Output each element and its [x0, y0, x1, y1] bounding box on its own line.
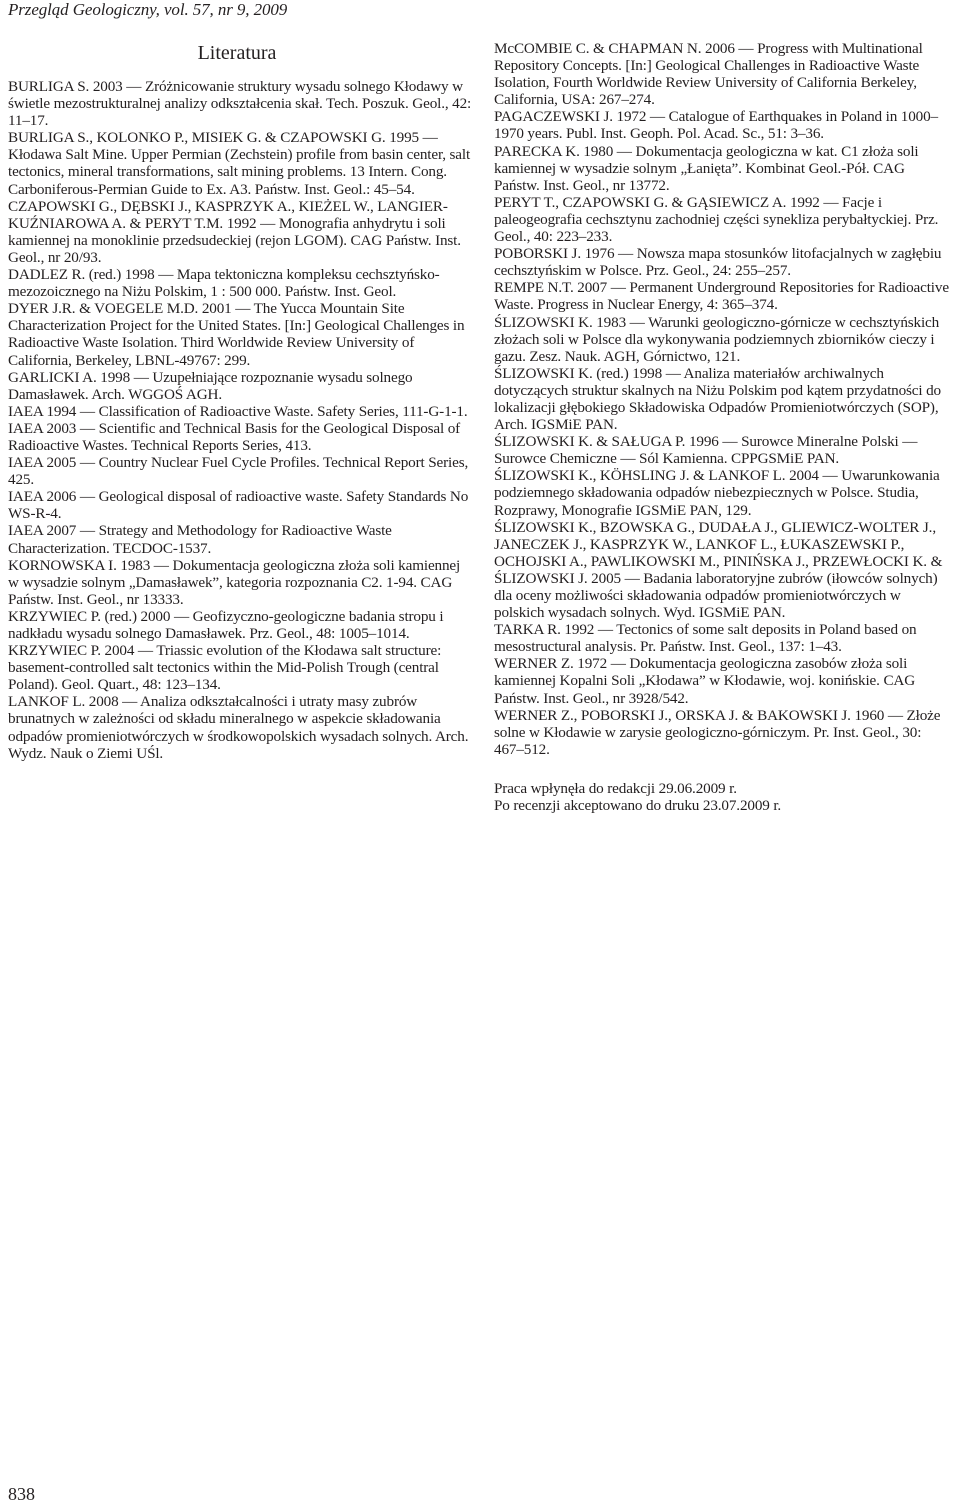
- reference-entry: KRZYWIEC P. 2004 — Triassic evolution of the Kłodawa salt structure: basement-controlled salt tectonics within the Mid-Polish Trough (central Poland). Geol. Quart., 48: 123–134.: [8, 642, 442, 694]
- reference-entry: KRZYWIEC P. (red.) 2000 — Geofizyczno-geologiczne badania stropu i nadkładu wysadu solnego Damasławek. Prz. Geol., 48: 1005–1014.: [8, 607, 444, 642]
- reference-entry: BURLIGA S., KOLONKO P., MISIEK G. & CZAPOWSKI G. 1995 — Kłodawa Salt Mine. Upper Permian (Zechstein) profile from basin center, salt tectonics, mineral transformations, salt mining problems. 13 Intern. Cong. Carboniferous-Permian Guide to Ex. A3. Państw. Inst. Geol.: 45–54.: [8, 129, 471, 198]
- reference-entry: PAGACZEWSKI J. 1972 — Catalogue of Earthquakes in Poland in 1000–1970 years. Publ. Inst. Geoph. Pol. Acad. Sc., 51: 3–36.: [494, 108, 939, 143]
- reference-entry: ŚLIZOWSKI K., BZOWSKA G., DUDAŁA J., GLIEWICZ-WOLTER J., JANECZEK J., KASPRZYK W., LANKOF L., ŁUKASZEWSKI P., OCHOJSKI A., PAWLIKOWSKI M., PINIŃSKA J., PRZEWŁOCKI K. & ŚLIZOWSKI J. 2005 — Badania laboratoryjne zubrów (iłowców solnych) dla oceny możliwości składowania odpadów promieniotwórczych w polskich wysadach solnych. Wyd. IGSMiE PAN.: [494, 518, 943, 622]
- reference-entry: ŚLIZOWSKI K. 1983 — Warunki geologiczno-górnicze w cechsztyńskich złożach soli w Polsce dla wykonywania podziemnych zbiorników cieczy i gazu. Zesz. Nauk. AGH, Górnictwo, 121.: [494, 313, 940, 365]
- reference-entry: ŚLIZOWSKI K. (red.) 1998 — Analiza materiałów archiwalnych dotyczących struktur skalnych na Niżu Polskim pod kątem przydatności do lokalizacji głębokiego Składowiska Odpadów Promieniotwórczych (SOP), Arch. IGSMiE PAN.: [494, 364, 941, 434]
- reference-entry: GARLICKI A. 1998 — Uzupełniające rozpoznanie wysadu solnego Damasławek. Arch. WGGOŚ AGH.: [8, 368, 413, 403]
- accepted-date-note: Po recenzji akceptowano do druku 23.07.2009 r.: [494, 797, 782, 815]
- journal-header: Przegląd Geologiczny, vol. 57, nr 9, 2009: [8, 0, 288, 19]
- reference-entry: REMPE N.T. 2007 — Permanent Underground Repositories for Radioactive Waste. Progress in Nuclear Energy, 4: 365–374.: [494, 279, 949, 314]
- reference-entry: TARKA R. 1992 — Tectonics of some salt deposits in Poland based on mesostructural analysis. Pr. Państw. Inst. Geol., 137: 1–43.: [494, 621, 917, 656]
- received-date-note: Praca wpłynęła do redakcji 29.06.2009 r.: [494, 779, 737, 797]
- reference-entry: ŚLIZOWSKI K., KÖHSLING J. & LANKOF L. 2004 — Uwarunkowania podziemnego składowania odpadów niebezpiecznych w Polsce. Studia, Rozprawy, Monografie IGSMiE PAN, 129.: [494, 467, 940, 519]
- reference-entry: CZAPOWSKI G., DĘBSKI J., KASPRZYK A., KIEŻEL W., LANGIER-KUŹNIAROWA A. & PERYT T.M. 1992 — Monografia anhydrytu i soli kamiennej na monoklinie przedsudeckiej (rejon LGOM). CAG Państw. Inst. Geol., nr 20/93.: [8, 197, 461, 266]
- reference-entry: KORNOWSKA I. 1983 — Dokumentacja geologiczna złoża soli kamiennej w wysadzie solnym „Damasławek”, kategoria rozpoznania C2. 1-94. CAG Państw. Inst. Geol., nr 13333.: [8, 556, 461, 608]
- reference-entry: McCOMBIE C. & CHAPMAN N. 2006 — Progress with Multinational Repository Concepts. [In:] Geological Challenges in Radioactive Waste Isolation, Fourth Worldwide Review University of California Berkeley, California, USA: 267–274.: [494, 40, 923, 109]
- reference-entry: LANKOF L. 2008 — Analiza odkształcalności i utraty masy zubrów brunatnych w zależności od składu mineralnego w aspekcie składowania odpadów promieniotwórczych w środkowopolskich wysadach solnych. Arch. Wydz. Nauk o Ziemi UŚl.: [8, 693, 469, 762]
- references-left-column: [8, 78, 474, 762]
- reference-entry: POBORSKI J. 1976 — Nowsza mapa stosunków litofacjalnych w zagłębiu cechsztyńskim w Polsce. Prz. Geol., 24: 255–257.: [494, 245, 942, 280]
- reference-entry: WERNER Z. 1972 — Dokumentacja geologiczna zasobów złoża soli kamiennej Kopalni Soli „Kłodawa” w Kłodawie, woj. konińskie. CAG Państw. Inst. Geol., nr 3928/542.: [494, 655, 916, 707]
- reference-entry: IAEA 1994 — Classification of Radioactive Waste. Safety Series, 111-G-1-1.: [8, 402, 468, 420]
- reference-entry: PARECKA K. 1980 — Dokumentacja geologiczna w kat. C1 złoża soli kamiennej w wysadzie solnym „Łanięta”. Kombinat Geol.-Pół. CAG Państw. Inst. Geol., nr 13772.: [494, 142, 919, 194]
- reference-entry: IAEA 2003 — Scientific and Technical Basis for the Geological Disposal of Radioactive Wastes. Technical Reports Series, 413.: [8, 419, 461, 454]
- reference-entry: IAEA 2005 — Country Nuclear Fuel Cycle Profiles. Technical Report Series, 425.: [8, 454, 469, 489]
- reference-entry: IAEA 2007 — Strategy and Methodology for Radioactive Waste Characterization. TECDOC-1537.: [8, 522, 392, 557]
- reference-entry: BURLIGA S. 2003 — Zróżnicowanie struktury wysadu solnego Kłodawy w świetle mezostrukturalnej analizy odkształcenia skał. Tech. Poszuk. Geol., 42: 11–17.: [8, 78, 472, 130]
- reference-entry: PERYT T., CZAPOWSKI G. & GĄSIEWICZ A. 1992 — Facje i paleogeografia cechsztynu zachodniej części synekliza perybałtyckiej. Prz. Geol., 40: 223–233.: [494, 193, 939, 246]
- references-right-column: [494, 40, 952, 814]
- reference-entry: IAEA 2006 — Geological disposal of radioactive waste. Safety Standards No WS-R-4.: [8, 488, 469, 523]
- reference-entry: DYER J.R. & VOEGELE M.D. 2001 — The Yucca Mountain Site Characterization Project for the United States. [In:] Geological Challenges in Radioactive Waste Isolation. Third Worldwide Review University of California, Berkeley, LBNL-49767: 299.: [8, 300, 465, 369]
- reference-entry: ŚLIZOWSKI K. & SAŁUGA P. 1996 — Surowce Mineralne Polski — Surowce Chemiczne — Sól Kamienna. CPPGSMiE PAN.: [494, 433, 918, 468]
- reference-entry: DADLEZ R. (red.) 1998 — Mapa tektoniczna kompleksu cechsztyńsko-mezozoicznego na Niżu Polskim, 1 : 500 000. Państw. Inst. Geol.: [8, 266, 440, 301]
- page-number: 838: [8, 1484, 35, 1504]
- editorial-notes: [494, 780, 952, 814]
- section-title: Literatura: [197, 42, 277, 64]
- reference-entry: WERNER Z., POBORSKI J., ORSKA J. & BAKOWSKI J. 1960 — Złoże solne w Kłodawie w zarysie geologiczno-górniczym. Pr. Inst. Geol., 30: 467–512.: [494, 706, 941, 758]
